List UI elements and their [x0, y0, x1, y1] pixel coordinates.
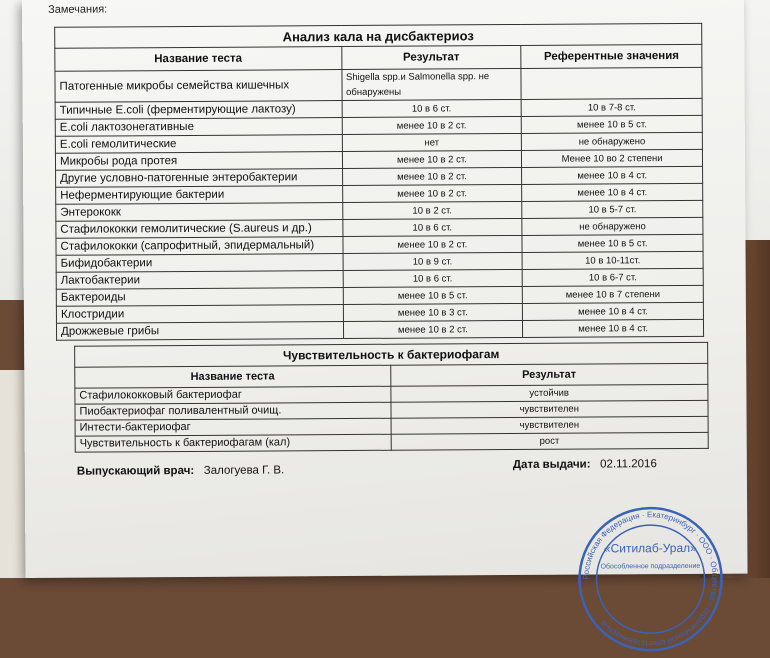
- column-header-name: Название теста: [75, 365, 391, 388]
- svg-text:Российская Федерация · Екатери: Российская Федерация · Екатеринбург · ООО · Общество с ограниченной ответственностью: [581, 510, 720, 649]
- test-result: менее 10 в 2 ст.: [342, 235, 522, 253]
- test-name: Микробы рода протея: [55, 152, 342, 171]
- test-name: Патогенные микробы семейства кишечных: [55, 70, 342, 103]
- test-reference: [521, 67, 702, 99]
- date-label: Дата выдачи:: [512, 458, 591, 472]
- test-name: E.coli лактозонегативные: [55, 118, 342, 137]
- test-name: Бифидобактерии: [56, 254, 343, 273]
- test-reference: 10 в 6-7 ст.: [522, 268, 703, 286]
- test-result: менее 10 в 3 ст.: [343, 303, 523, 321]
- phage-result: рост: [391, 432, 709, 450]
- test-reference: 10 в 5-7 ст.: [522, 200, 703, 218]
- phage-result: устойчив: [390, 384, 708, 402]
- test-result: Shigella spp.и Salmonella spp. не обнаружены: [341, 68, 521, 100]
- test-reference: менее 10 в 4 ст.: [522, 166, 703, 184]
- laboratory-stamp-icon: [575, 504, 726, 655]
- test-reference: Менее 10 во 2 степени: [522, 149, 703, 167]
- remarks-label: Замечания:: [48, 3, 108, 16]
- phage-result: чувствителен: [391, 416, 709, 434]
- test-name: Другие условно-патогенные энтеробактерии: [56, 169, 343, 188]
- column-header-reference: Референтные значения: [521, 44, 702, 68]
- test-reference: менее 10 в 5 ст.: [521, 115, 702, 133]
- test-result: 10 в 9 ст.: [343, 252, 523, 270]
- test-reference: не обнаружено: [522, 217, 703, 235]
- test-result: менее 10 в 5 ст.: [343, 286, 523, 304]
- test-result: менее 10 в 2 ст.: [342, 116, 522, 134]
- table-row: [75, 432, 708, 452]
- test-result: менее 10 в 2 ст.: [342, 167, 522, 185]
- lab-report-sheet: [22, 0, 748, 649]
- test-name: Неферментирующие бактерии: [56, 186, 343, 205]
- test-result: 10 в 6 ст.: [342, 218, 522, 236]
- test-result: менее 10 в 2 ст.: [342, 150, 522, 168]
- svg-text:Обособленное подразделение: Обособленное подразделение: [600, 562, 701, 571]
- bacteriophage-sensitivity-table: [74, 342, 709, 453]
- doctor-label: Выпускающий врач:: [76, 464, 195, 478]
- test-reference: 10 в 7-8 ст.: [521, 98, 702, 116]
- test-name: Лактобактерии: [56, 271, 343, 290]
- test-name: Дрожжевые грибы: [56, 322, 343, 341]
- test-result: менее 10 в 2 ст.: [343, 320, 523, 338]
- test-name: Стафилококки гемолитические (S.aureus и др.): [56, 220, 343, 239]
- column-header-result: Результат: [341, 45, 521, 69]
- column-header-result: Результат: [390, 363, 708, 386]
- phage-name: Чувствительность к бактериофагам (кал): [75, 434, 391, 452]
- test-reference: менее 10 в 4 ст.: [522, 183, 703, 201]
- test-name: Бактероиды: [56, 288, 343, 307]
- test-reference: менее 10 в 4 ст.: [523, 302, 704, 320]
- svg-text:«Ситилаб-Урал»: «Ситилаб-Урал»: [603, 540, 697, 556]
- test-name: Стафилококки (сапрофитный, эпидермальный): [56, 237, 343, 256]
- table-title: Анализ кала на дисбактериоз: [55, 23, 702, 48]
- table-row: [56, 319, 703, 340]
- test-name: Клостридии: [56, 305, 343, 324]
- test-result: менее 10 в 2 ст.: [342, 184, 522, 202]
- phage-name: Стафилококковый бактериофаг: [75, 386, 391, 404]
- test-reference: менее 10 в 4 ст.: [523, 319, 704, 337]
- column-header-name: Название теста: [55, 47, 342, 72]
- table-row: [55, 67, 702, 102]
- phage-result: чувствителен: [390, 400, 708, 418]
- test-reference: не обнаружено: [522, 132, 703, 150]
- phage-name: Пиобактериофаг поливалентный очищ.: [75, 402, 391, 420]
- test-reference: 10 в 10-11ст.: [522, 251, 703, 269]
- test-name: Типичные E.coli (ферментирующие лактозу): [55, 101, 342, 120]
- issue-date: [513, 458, 657, 471]
- sensitivity-title: Чувствительность к бактериофагам: [75, 342, 708, 367]
- test-result: 10 в 6 ст.: [343, 269, 523, 287]
- issuing-doctor: [77, 464, 284, 477]
- test-name: Энтерококк: [56, 203, 343, 222]
- dysbacteriosis-table: [54, 23, 704, 341]
- test-reference: менее 10 в 5 ст.: [522, 234, 703, 252]
- test-result: нет: [342, 133, 522, 151]
- phage-name: Интести-бактериофаг: [75, 418, 391, 436]
- test-reference: менее 10 в 7 степени: [522, 285, 703, 303]
- test-result: 10 в 6 ст.: [342, 99, 522, 117]
- doctor-name: Залогуева Г. В.: [203, 464, 285, 477]
- test-name: E.coli гемолитические: [55, 135, 342, 154]
- date-value: 02.11.2016: [600, 458, 657, 471]
- test-result: 10 в 2 ст.: [342, 201, 522, 219]
